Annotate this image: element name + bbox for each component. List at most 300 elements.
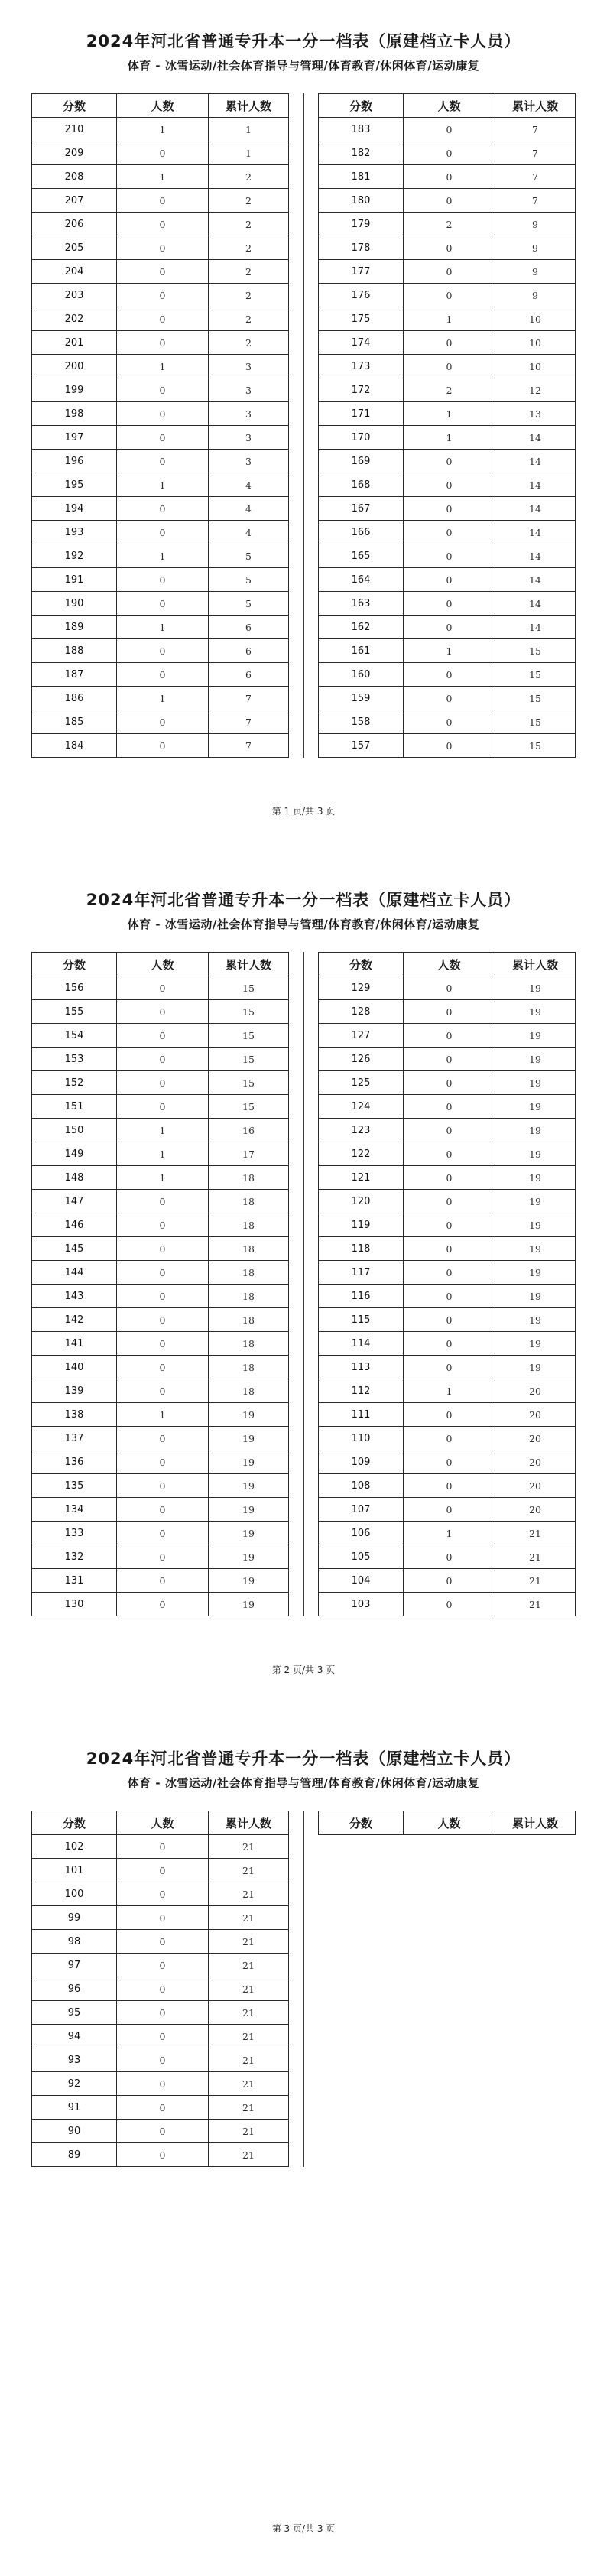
count-cell: 2 (404, 213, 495, 236)
cumulative-cell: 21 (209, 2143, 289, 2167)
score-cell: 139 (32, 1379, 117, 1403)
cumulative-cell: 19 (495, 1048, 576, 1071)
score-cell: 95 (32, 2001, 117, 2025)
count-cell: 0 (117, 307, 209, 331)
table-row (319, 1000, 576, 1024)
score-cell: 111 (319, 1403, 404, 1427)
score-cell: 116 (319, 1285, 404, 1308)
table-row (319, 1474, 576, 1498)
table-row (319, 1356, 576, 1379)
count-cell: 0 (404, 1024, 495, 1048)
score-cell: 104 (319, 1569, 404, 1593)
col-header-count: 人数 (117, 1811, 209, 1835)
score-cell: 113 (319, 1356, 404, 1379)
count-cell: 1 (117, 687, 209, 710)
score-cell: 151 (32, 1095, 117, 1119)
score-cell: 129 (319, 976, 404, 1000)
count-cell: 0 (404, 1095, 495, 1119)
score-cell: 146 (32, 1213, 117, 1237)
count-cell: 0 (404, 355, 495, 378)
page-3 (0, 1717, 607, 2576)
score-cell: 181 (319, 165, 404, 189)
cumulative-cell: 4 (209, 497, 289, 521)
cumulative-cell: 21 (495, 1593, 576, 1616)
score-cell: 89 (32, 2143, 117, 2167)
score-cell: 173 (319, 355, 404, 378)
score-cell: 196 (32, 450, 117, 473)
table-row (319, 1237, 576, 1261)
score-cell: 186 (32, 687, 117, 710)
cumulative-cell: 21 (209, 1906, 289, 1930)
score-cell: 94 (32, 2025, 117, 2048)
col-header-score: 分数 (319, 1811, 404, 1835)
cumulative-cell: 19 (495, 1237, 576, 1261)
score-cell: 109 (319, 1450, 404, 1474)
score-cell: 136 (32, 1450, 117, 1474)
count-cell: 0 (117, 2048, 209, 2072)
table-row (32, 544, 289, 568)
count-cell: 0 (404, 1119, 495, 1142)
score-cell: 117 (319, 1261, 404, 1285)
cumulative-cell: 19 (209, 1569, 289, 1593)
count-cell: 0 (404, 1498, 495, 1522)
table-row (32, 1285, 289, 1308)
table-row (32, 260, 289, 284)
table-row (319, 544, 576, 568)
score-cell: 121 (319, 1166, 404, 1190)
table-row (32, 568, 289, 592)
score-cell: 192 (32, 544, 117, 568)
count-cell: 1 (117, 473, 209, 497)
cumulative-cell: 18 (209, 1379, 289, 1403)
cumulative-cell: 4 (209, 521, 289, 544)
score-cell: 201 (32, 331, 117, 355)
cumulative-cell: 10 (495, 331, 576, 355)
score-cell: 190 (32, 592, 117, 616)
table-row (319, 1403, 576, 1427)
table-row (319, 284, 576, 307)
score-cell: 180 (319, 189, 404, 213)
cumulative-cell: 15 (209, 1048, 289, 1071)
table-row (32, 1237, 289, 1261)
count-cell: 0 (117, 236, 209, 260)
table-row (32, 663, 289, 687)
cumulative-cell: 18 (209, 1166, 289, 1190)
tables-row (0, 952, 607, 1616)
count-cell: 0 (117, 2120, 209, 2143)
count-cell: 0 (117, 189, 209, 213)
count-cell: 0 (117, 450, 209, 473)
score-cell: 169 (319, 450, 404, 473)
count-cell: 0 (117, 1332, 209, 1356)
cumulative-cell: 21 (209, 2025, 289, 2048)
cumulative-cell: 14 (495, 592, 576, 616)
score-cell: 97 (32, 1954, 117, 1977)
page-footer: 第 1 页/共 3 页 (271, 806, 336, 817)
count-cell: 0 (117, 663, 209, 687)
cumulative-cell: 19 (209, 1474, 289, 1498)
cumulative-cell: 12 (495, 378, 576, 402)
count-cell: 0 (404, 1569, 495, 1593)
col-header-score: 分数 (319, 94, 404, 118)
score-cell: 149 (32, 1142, 117, 1166)
cumulative-cell: 3 (209, 402, 289, 426)
count-cell: 1 (117, 1166, 209, 1190)
table-divider (303, 1811, 304, 2167)
score-table-left (31, 1811, 289, 2167)
col-header-count: 人数 (117, 953, 209, 976)
col-header-cumulative: 累计人数 (495, 1811, 576, 1835)
cumulative-cell: 19 (495, 1166, 576, 1190)
score-cell: 126 (319, 1048, 404, 1071)
count-cell: 0 (404, 734, 495, 758)
table-row (319, 639, 576, 663)
col-header-count: 人数 (404, 94, 495, 118)
score-cell: 115 (319, 1308, 404, 1332)
count-cell: 0 (404, 1142, 495, 1166)
score-cell: 130 (32, 1593, 117, 1616)
table-row (32, 1906, 289, 1930)
count-cell: 0 (117, 734, 209, 758)
score-cell: 133 (32, 1522, 117, 1545)
table-row (32, 118, 289, 141)
score-cell: 166 (319, 521, 404, 544)
table-row (32, 1142, 289, 1166)
table-row (319, 118, 576, 141)
cumulative-cell: 19 (495, 1095, 576, 1119)
count-cell: 1 (117, 544, 209, 568)
score-cell: 152 (32, 1071, 117, 1095)
count-cell: 1 (404, 307, 495, 331)
cumulative-cell: 13 (495, 402, 576, 426)
count-cell: 1 (404, 1379, 495, 1403)
count-cell: 0 (404, 1285, 495, 1308)
col-header-score: 分数 (32, 94, 117, 118)
score-cell: 103 (319, 1593, 404, 1616)
count-cell: 1 (404, 426, 495, 450)
count-cell: 1 (117, 616, 209, 639)
count-cell: 0 (404, 1332, 495, 1356)
table-row (32, 521, 289, 544)
count-cell: 0 (117, 1237, 209, 1261)
cumulative-cell: 10 (495, 307, 576, 331)
cumulative-cell: 2 (209, 213, 289, 236)
count-cell: 0 (117, 1545, 209, 1569)
table-row (319, 189, 576, 213)
score-cell: 159 (319, 687, 404, 710)
score-cell: 142 (32, 1308, 117, 1332)
cumulative-cell: 21 (209, 1977, 289, 2001)
score-table-right (318, 1811, 576, 1835)
cumulative-cell: 2 (209, 331, 289, 355)
count-cell: 0 (117, 2143, 209, 2167)
score-cell: 205 (32, 236, 117, 260)
cumulative-cell: 19 (495, 1190, 576, 1213)
score-cell: 171 (319, 402, 404, 426)
score-cell: 93 (32, 2048, 117, 2072)
cumulative-cell: 1 (209, 141, 289, 165)
score-cell: 134 (32, 1498, 117, 1522)
cumulative-cell: 21 (209, 1859, 289, 1882)
cumulative-cell: 19 (209, 1593, 289, 1616)
page-title: 2024年河北省普通专升本一分一档表（原建档立卡人员） (86, 891, 521, 909)
cumulative-cell: 18 (209, 1285, 289, 1308)
table-row (32, 1593, 289, 1616)
count-cell: 0 (117, 1522, 209, 1545)
page-footer: 第 2 页/共 3 页 (271, 1665, 336, 1675)
cumulative-cell: 21 (495, 1522, 576, 1545)
score-cell: 153 (32, 1048, 117, 1071)
score-cell: 102 (32, 1835, 117, 1859)
count-cell: 0 (404, 1356, 495, 1379)
score-cell: 140 (32, 1356, 117, 1379)
score-cell: 160 (319, 663, 404, 687)
count-cell: 0 (117, 1048, 209, 1071)
cumulative-cell: 14 (495, 568, 576, 592)
count-cell: 0 (404, 450, 495, 473)
cumulative-cell: 9 (495, 284, 576, 307)
cumulative-cell: 20 (495, 1379, 576, 1403)
table-row (32, 616, 289, 639)
score-cell: 123 (319, 1119, 404, 1142)
table-row (319, 473, 576, 497)
score-cell: 185 (32, 710, 117, 734)
count-cell: 0 (117, 1474, 209, 1498)
score-cell: 157 (319, 734, 404, 758)
cumulative-cell: 9 (495, 213, 576, 236)
cumulative-cell: 7 (209, 687, 289, 710)
page-1 (0, 0, 607, 859)
score-cell: 175 (319, 307, 404, 331)
count-cell: 0 (117, 1285, 209, 1308)
cumulative-cell: 19 (495, 1332, 576, 1356)
col-header-cumulative: 累计人数 (209, 953, 289, 976)
table-row (32, 1356, 289, 1379)
table-row (319, 450, 576, 473)
cumulative-cell: 14 (495, 426, 576, 450)
table-row (32, 1835, 289, 1859)
table-row (319, 1285, 576, 1308)
count-cell: 0 (404, 1261, 495, 1285)
score-table-left (31, 93, 289, 758)
table-row (32, 307, 289, 331)
table-row (319, 976, 576, 1000)
cumulative-cell: 19 (209, 1427, 289, 1450)
table-row (319, 521, 576, 544)
cumulative-cell: 21 (209, 1930, 289, 1954)
count-cell: 0 (404, 1213, 495, 1237)
count-cell: 0 (117, 213, 209, 236)
cumulative-cell: 2 (209, 189, 289, 213)
table-row (32, 734, 289, 758)
score-cell: 147 (32, 1190, 117, 1213)
page-title: 2024年河北省普通专升本一分一档表（原建档立卡人员） (86, 1749, 521, 1768)
score-cell: 107 (319, 1498, 404, 1522)
table-row (319, 687, 576, 710)
score-cell: 128 (319, 1000, 404, 1024)
score-cell: 188 (32, 639, 117, 663)
count-cell: 0 (117, 976, 209, 1000)
table-row (32, 1166, 289, 1190)
score-cell: 132 (32, 1545, 117, 1569)
table-row (319, 213, 576, 236)
table-row (32, 2143, 289, 2167)
cumulative-cell: 15 (209, 1024, 289, 1048)
table-row (319, 378, 576, 402)
count-cell: 1 (117, 118, 209, 141)
count-cell: 0 (117, 1190, 209, 1213)
cumulative-cell: 14 (495, 473, 576, 497)
table-row (319, 1450, 576, 1474)
cumulative-cell: 2 (209, 236, 289, 260)
cumulative-cell: 21 (209, 2001, 289, 2025)
table-row (32, 2120, 289, 2143)
score-cell: 193 (32, 521, 117, 544)
cumulative-cell: 7 (495, 141, 576, 165)
score-cell: 174 (319, 331, 404, 355)
count-cell: 1 (404, 1522, 495, 1545)
score-cell: 91 (32, 2096, 117, 2120)
table-row (32, 355, 289, 378)
table-row (32, 687, 289, 710)
score-cell: 90 (32, 2120, 117, 2143)
count-cell: 0 (404, 165, 495, 189)
count-cell: 1 (117, 1119, 209, 1142)
count-cell: 0 (404, 497, 495, 521)
score-cell: 195 (32, 473, 117, 497)
cumulative-cell: 19 (209, 1545, 289, 1569)
count-cell: 0 (404, 1166, 495, 1190)
count-cell: 0 (117, 1906, 209, 1930)
count-cell: 0 (404, 1450, 495, 1474)
table-row (319, 1379, 576, 1403)
header-row (319, 94, 576, 118)
score-cell: 179 (319, 213, 404, 236)
cumulative-cell: 15 (495, 734, 576, 758)
cumulative-cell: 19 (495, 1285, 576, 1308)
count-cell: 0 (117, 497, 209, 521)
count-cell: 0 (404, 521, 495, 544)
cumulative-cell: 19 (495, 1308, 576, 1332)
table-row (319, 1545, 576, 1569)
cumulative-cell: 19 (495, 1356, 576, 1379)
table-row (319, 307, 576, 331)
count-cell: 0 (117, 1977, 209, 2001)
table-row (32, 1427, 289, 1450)
table-row (319, 1048, 576, 1071)
count-cell: 0 (404, 118, 495, 141)
count-cell: 0 (117, 1071, 209, 1095)
score-cell: 202 (32, 307, 117, 331)
cumulative-cell: 2 (209, 260, 289, 284)
count-cell: 0 (117, 2025, 209, 2048)
count-cell: 0 (404, 260, 495, 284)
cumulative-cell: 20 (495, 1403, 576, 1427)
table-row (32, 1569, 289, 1593)
score-cell: 177 (319, 260, 404, 284)
score-cell: 131 (32, 1569, 117, 1593)
cumulative-cell: 15 (495, 710, 576, 734)
count-cell: 0 (404, 1000, 495, 1024)
table-row (319, 734, 576, 758)
count-cell: 0 (117, 1356, 209, 1379)
count-cell: 0 (404, 1308, 495, 1332)
table-row (319, 1095, 576, 1119)
cumulative-cell: 7 (495, 189, 576, 213)
cumulative-cell: 20 (495, 1474, 576, 1498)
table-row (319, 402, 576, 426)
table-row (32, 592, 289, 616)
count-cell: 0 (404, 236, 495, 260)
table-row (319, 663, 576, 687)
table-divider (303, 952, 304, 1616)
score-cell: 100 (32, 1882, 117, 1906)
score-cell: 154 (32, 1024, 117, 1048)
cumulative-cell: 3 (209, 450, 289, 473)
table-row (32, 1308, 289, 1332)
cumulative-cell: 2 (209, 165, 289, 189)
count-cell: 0 (117, 639, 209, 663)
table-row (319, 1213, 576, 1237)
count-cell: 0 (117, 521, 209, 544)
score-cell: 168 (319, 473, 404, 497)
count-cell: 0 (117, 1095, 209, 1119)
table-row (32, 165, 289, 189)
cumulative-cell: 9 (495, 260, 576, 284)
cumulative-cell: 19 (495, 1024, 576, 1048)
col-header-score: 分数 (32, 1811, 117, 1835)
score-cell: 119 (319, 1213, 404, 1237)
score-cell: 207 (32, 189, 117, 213)
count-cell: 1 (117, 165, 209, 189)
score-cell: 176 (319, 284, 404, 307)
table-row (32, 1048, 289, 1071)
cumulative-cell: 5 (209, 544, 289, 568)
table-row (319, 1593, 576, 1616)
count-cell: 0 (404, 687, 495, 710)
cumulative-cell: 2 (209, 284, 289, 307)
score-cell: 197 (32, 426, 117, 450)
table-row (32, 1403, 289, 1427)
table-row (32, 1190, 289, 1213)
score-cell: 203 (32, 284, 117, 307)
table-row (32, 710, 289, 734)
header-row (32, 1811, 289, 1835)
count-cell: 0 (117, 2096, 209, 2120)
score-cell: 156 (32, 976, 117, 1000)
score-cell: 158 (319, 710, 404, 734)
score-cell: 204 (32, 260, 117, 284)
page-footer: 第 3 页/共 3 页 (271, 2523, 336, 2534)
cumulative-cell: 9 (495, 236, 576, 260)
score-cell: 108 (319, 1474, 404, 1498)
score-cell: 189 (32, 616, 117, 639)
count-cell: 0 (404, 1190, 495, 1213)
count-cell: 0 (404, 284, 495, 307)
score-cell: 127 (319, 1024, 404, 1048)
score-cell: 198 (32, 402, 117, 426)
score-cell: 199 (32, 378, 117, 402)
cumulative-cell: 15 (209, 1000, 289, 1024)
count-cell: 0 (404, 141, 495, 165)
score-cell: 112 (319, 1379, 404, 1403)
score-cell: 187 (32, 663, 117, 687)
table-row (319, 1308, 576, 1332)
score-cell: 105 (319, 1545, 404, 1569)
cumulative-cell: 19 (495, 976, 576, 1000)
table-row (319, 1427, 576, 1450)
count-cell: 0 (117, 1427, 209, 1450)
